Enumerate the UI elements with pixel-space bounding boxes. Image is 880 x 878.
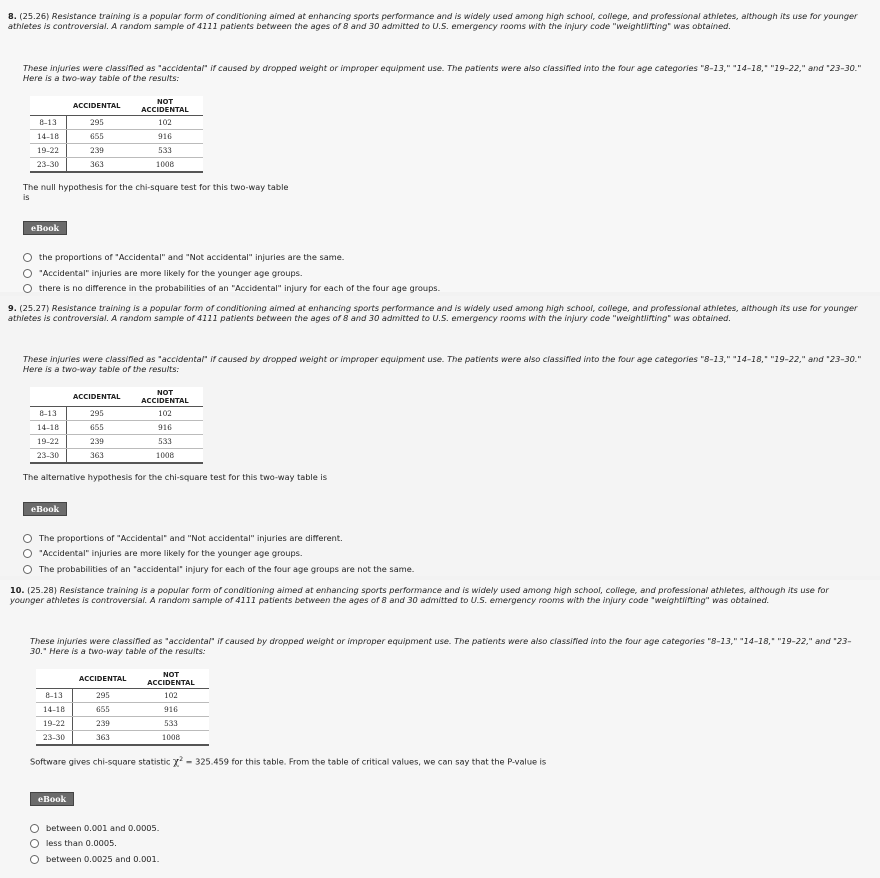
accidental-cell: 655 [67,421,128,435]
table-row [36,717,209,731]
age-label: 8–13 [30,116,67,130]
prompt-before: Software gives chi-square statistic [30,756,174,767]
age-label: 8–13 [30,407,67,421]
age-label: 19–22 [36,717,73,731]
question-8 [0,0,880,292]
table-header-not-accidental: NOT ACCIDENTAL [127,387,203,407]
not-accidental-cell: 102 [127,116,203,130]
accidental-cell: 363 [67,449,128,464]
radio-button[interactable] [23,549,32,558]
radio-button[interactable] [23,565,32,574]
table-header-blank [30,96,67,116]
table-header-accidental: ACCIDENTAL [67,387,128,407]
accidental-cell: 363 [67,158,128,173]
answer-choice[interactable] [23,548,303,558]
intro-text: Resistance training is a popular form of conditioning aimed at enhancing sports performance and is widely used among high school, college, and professional athletes, although its use for younger athletes is controversial. A random sample of 4111 patients between the ages of 8 and 30 admitted to U.S. emergency rooms with the injury code "weightlifting" was obtained. [8,303,858,323]
classification-text: These injuries were classified as "accidental" if caused by dropped weight or improper equipment use. The patients were also classified into the four age categories "8–13," "14–18," "19–22," and "23–30." Here is a two-way table of the results: [23,354,862,374]
table-row [30,130,203,144]
accidental-cell: 295 [67,407,128,421]
intro-text: Resistance training is a popular form of conditioning aimed at enhancing sports performance and is widely used among high school, college, and professional athletes, although its use for younger athletes is controversial. A random sample of 4111 patients between the ages of 8 and 30 admitted to U.S. emergency rooms with the injury code "weightlifting" was obtained. [8,11,858,31]
not-accidental-cell: 533 [127,435,203,449]
radio-button[interactable] [23,253,32,262]
question-reference: (25.27) [19,303,50,313]
table-row [30,421,203,435]
chi-symbol: χ [173,756,180,768]
not-accidental-cell: 533 [133,717,209,731]
accidental-cell: 239 [73,717,134,731]
question-9 [0,296,880,576]
question-reference: (25.26) [19,11,50,21]
two-way-table [30,96,203,173]
age-label: 19–22 [30,435,67,449]
not-accidental-cell: 1008 [127,158,203,173]
prompt-after: = 325.459 for this table. From the table of critical values, we can say that the P-value is [183,756,547,767]
table-row [36,703,209,717]
table-row [30,407,203,421]
not-accidental-cell: 533 [127,144,203,158]
accidental-cell: 655 [73,703,134,717]
ebook-button[interactable]: eBook [30,792,74,806]
choice-label: there is no difference in the probabilities of an "Accidental" injury for each of the four age groups. [39,283,441,293]
classification-text: These injuries were classified as "accidental" if caused by dropped weight or improper equipment use. The patients were also classified into the four age categories "8–13," "14–18," "19–22," and "23–30." Here is a two-way table of the results: [30,636,852,656]
radio-button[interactable] [30,824,39,833]
table-row [30,116,203,130]
age-label: 19–22 [30,144,67,158]
answer-choice[interactable] [23,564,414,574]
accidental-cell: 239 [67,144,128,158]
answer-choice[interactable] [30,823,159,833]
accidental-cell: 363 [73,731,134,746]
not-accidental-cell: 916 [127,421,203,435]
radio-button[interactable] [23,284,32,293]
question-intro [8,303,863,323]
not-accidental-cell: 102 [127,407,203,421]
age-label: 14–18 [30,421,67,435]
not-accidental-cell: 1008 [127,449,203,464]
not-accidental-cell: 102 [133,689,209,703]
table-row [30,435,203,449]
age-label: 23–30 [30,158,67,173]
choice-label: less than 0.0005. [46,838,117,848]
answer-choice[interactable] [30,838,117,848]
answer-choice[interactable] [23,533,343,543]
answer-choice[interactable] [23,252,344,262]
table-header-blank [36,669,73,689]
table-header-blank [30,387,67,407]
accidental-cell: 295 [67,116,128,130]
answer-choice[interactable] [30,854,159,864]
question-number: 10. [10,585,25,595]
ebook-button[interactable]: eBook [23,221,67,235]
choice-label: The proportions of "Accidental" and "Not accidental" injuries are different. [39,533,343,543]
choice-label: between 0.0025 and 0.001. [46,854,160,864]
not-accidental-cell: 1008 [133,731,209,746]
answer-choice[interactable] [23,268,303,278]
choice-label: the proportions of "Accidental" and "Not accidental" injuries are the same. [39,252,345,262]
age-label: 14–18 [36,703,73,717]
age-label: 23–30 [36,731,73,746]
radio-button[interactable] [23,534,32,543]
table-header-accidental: ACCIDENTAL [67,96,128,116]
not-accidental-cell: 916 [133,703,209,717]
question-intro [10,585,865,605]
radio-button[interactable] [23,269,32,278]
chi-superscript: 2 [179,756,184,763]
table-row [30,158,203,173]
table-row [36,731,209,746]
accidental-cell: 655 [67,130,128,144]
table-row [30,449,203,464]
choice-label: "Accidental" injuries are more likely for the younger age groups. [39,548,303,558]
accidental-cell: 295 [73,689,134,703]
table-header-accidental: ACCIDENTAL [73,669,134,689]
question-10 [0,580,880,878]
question-reference: (25.28) [27,585,57,595]
radio-button[interactable] [30,855,39,864]
table-header-not-accidental: NOT ACCIDENTAL [133,669,209,689]
question-prompt: The alternative hypothesis for the chi-square test for this two-way table is [23,472,327,482]
accidental-cell: 239 [67,435,128,449]
question-number: 9. [8,303,17,313]
answer-choice[interactable] [23,283,440,293]
table-row [30,144,203,158]
not-accidental-cell: 916 [127,130,203,144]
question-prompt: The null hypothesis for the chi-square test for this two-way table is [23,182,289,202]
table-header-not-accidental: NOT ACCIDENTAL [127,96,203,116]
classification-text: These injuries were classified as "accidental" if caused by dropped weight or improper equipment use. The patients were also classified into the four age categories "8–13," "14–18," "19–22," and "23–30." Here is a two-way table of the results: [23,63,862,83]
question-prompt [30,755,830,768]
intro-text: Resistance training is a popular form of conditioning aimed at enhancing sports performance and is widely used among high school, college, and professional athletes, although its use for younger athletes is controversial. A random sample of 4111 patients between the ages of 8 and 30 admitted to U.S. emergency rooms with the injury code "weightlifting" was obtained. [10,585,829,605]
ebook-button[interactable]: eBook [23,502,67,516]
age-label: 8–13 [36,689,73,703]
choice-label: between 0.001 and 0.0005. [46,823,160,833]
two-way-table [30,387,203,464]
choice-label: The probabilities of an "accidental" injury for each of the four age groups are not the same. [39,564,415,574]
age-label: 23–30 [30,449,67,464]
two-way-table [36,669,209,746]
choice-label: "Accidental" injuries are more likely for the younger age groups. [39,268,303,278]
table-row [36,689,209,703]
question-intro [8,11,863,31]
radio-button[interactable] [30,839,39,848]
age-label: 14–18 [30,130,67,144]
question-number: 8. [8,11,17,21]
